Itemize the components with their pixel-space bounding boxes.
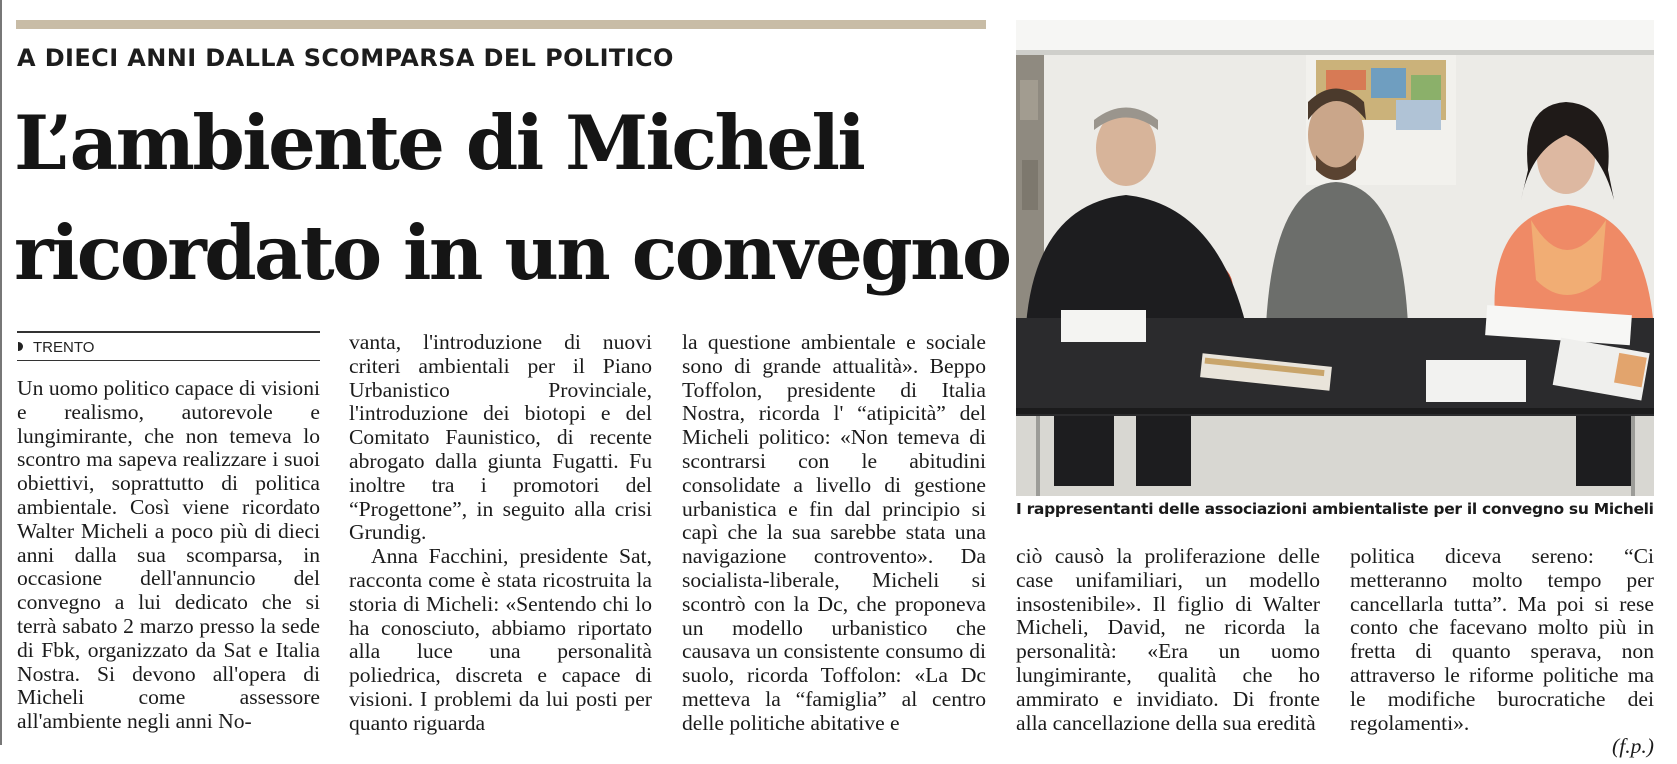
article-column-2 — [349, 331, 652, 736]
dateline-marker-icon — [18, 342, 23, 351]
article-column-5 — [1350, 545, 1654, 759]
paragraph: vanta, l'introduzione di nuovi criteri ambientali per il Piano Urbanistico Provinciale, l'introduzione dei biotopi e del Comitato Faunistico, di recente abrogato dalla giunta Fugatti. Fu inoltre tra i promotori del “Progettone”, in seguito alla crisi Grundig. — [349, 330, 652, 545]
article-photo — [1016, 20, 1654, 496]
page-left-rule — [0, 0, 2, 745]
paragraph: politica diceva sereno: “Ci metteranno molto tempo per cancellarla tutta”. Ma poi si rese conto che facevano molto più in fretta di quanto sperava, non attraverso le riforme politiche ma le modifiche burocratiche dei regolamenti». — [1350, 544, 1654, 735]
headline-line-2: ricordato in un convegno — [14, 209, 1010, 297]
article-column-4 — [1016, 545, 1320, 735]
article-column-3 — [682, 331, 986, 736]
paragraph: ciò causò la proliferazione delle case unifamiliari, un modello insostenibile». Il figlio di Walter Micheli, David, ne ricorda la personalità: «Era un uomo lungimirante, qualità che ho ammirato e invidiato. Di fronte alla cancellazione della sua eredità — [1016, 544, 1320, 735]
photo-caption: I rappresentanti delle associazioni ambientaliste per il convegno su Micheli — [1016, 500, 1654, 518]
article-headline — [14, 88, 1010, 308]
article-kicker: A DIECI ANNI DALLA SCOMPARSA DEL POLITICO — [17, 44, 674, 72]
headline-line-1: L’ambiente di Micheli — [14, 99, 864, 187]
photo-illustration — [1016, 20, 1654, 496]
author-signature: (f.p.) — [1612, 734, 1654, 759]
paragraph: Anna Facchini, presidente Sat, racconta come è stata ricostruita la storia di Micheli: «Sentendo chi lo ha conosciuto, abbiamo riportato alla luce una personalità poliedrica, discreta e capace di visioni. I problemi da lui posti per quanto riguarda — [349, 544, 652, 735]
dateline-text: TRENTO — [33, 339, 95, 356]
section-top-bar — [16, 20, 986, 29]
paragraph: la questione ambientale e sociale sono di grande attualità». Beppo Toffolon, presidente di Italia Nostra, ricorda l' “atipicità” del Micheli politico: «Non temeva di scontrarsi con le abitudini consolidate a livello di gestione urbanistica e fin dal principio si capì che la sua sarebbe stata una navigazione controvento». Da socialista-liberale, Micheli si scontrò con la Dc, che proponeva un modello urbanistico che causava un consistente consumo di suolo, ricorda Toffolon: «La Dc metteva la “famiglia” al centro delle politiche abitative e — [682, 330, 986, 735]
dateline — [17, 331, 320, 361]
paragraph: Un uomo politico capace di visioni e realismo, autorevole e lungimirante, che non temeva lo scontro ma sapeva realizzare i suoi obiettivi, soprattutto di politica ambientale. Così viene ricordato Walter Micheli a poco più di dieci anni dalla sua scomparsa, in occasione dell'annuncio del convegno a lui dedicato che si terrà sabato 2 marzo presso la sede di Fbk, organizzato da Sat e Italia Nostra. Si devono all'opera di Micheli come assessore all'ambiente negli anni No- — [17, 376, 320, 734]
article-column-1 — [17, 377, 320, 734]
